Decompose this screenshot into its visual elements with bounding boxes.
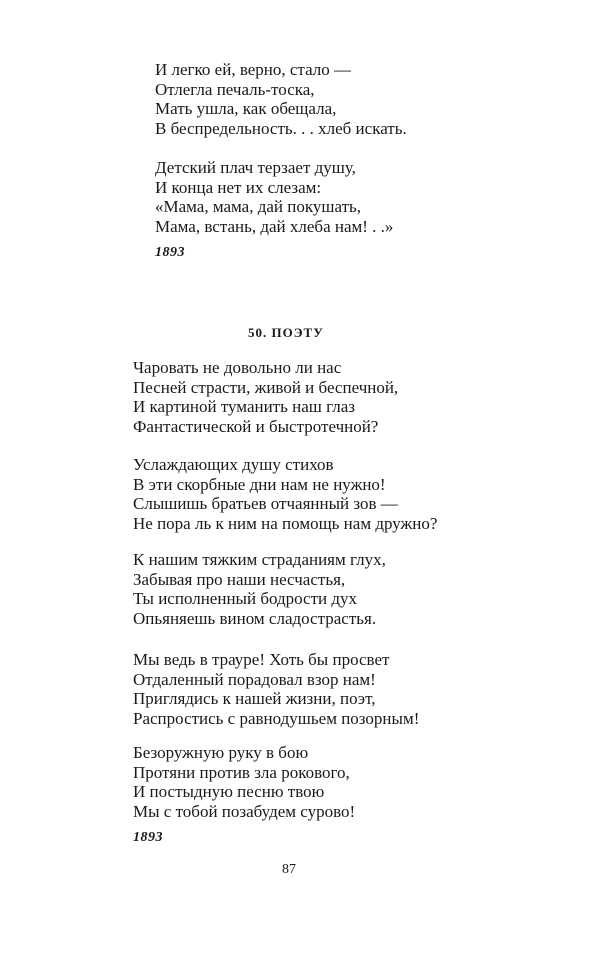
poem2-stanza-3 — [133, 550, 386, 628]
poem-title: 50. ПОЭТУ — [248, 325, 324, 340]
poem-line: И постыдную песню твою — [133, 782, 325, 801]
poem2-date: 1893 — [133, 830, 163, 845]
page-number: 87 — [282, 862, 296, 877]
poem-line: Протяни против зла рокового, — [133, 762, 350, 782]
poem-line: Слышишь братьев отчаянный зов — — [133, 494, 398, 513]
poem-line: Мы с тобой позабудем сурово! — [133, 801, 356, 821]
poem-line: Приглядись к нашей жизни, поэт, — [133, 689, 376, 708]
poem2-stanza-4 — [133, 650, 419, 728]
poem-line: В эти скорбные дни нам не нужно! — [133, 474, 386, 494]
poem-line: «Мама, мама, дай покушать, — [155, 197, 362, 216]
poem-line: Услаждающих душу стихов — [133, 455, 334, 474]
poem-line: И картиной туманить наш глаз — [133, 397, 355, 416]
poem1-date: 1893 — [155, 245, 185, 260]
poem-line: Отдаленный порадовал взор нам! — [133, 669, 376, 689]
poem1-stanza-2 — [155, 158, 393, 236]
poem-line: Отлегла печаль-тоска, — [155, 79, 315, 99]
poem-line: Песней страсти, живой и беспечной, — [133, 377, 399, 397]
poem-line: Распростись с равнодушьем позорным! — [133, 708, 420, 728]
poem-line: Детский плач терзает душу, — [155, 158, 356, 177]
poem-line: Чаровать не довольно ли нас — [133, 358, 342, 377]
poem-line: Опьяняешь вином сладострастья. — [133, 608, 377, 628]
poem-line: Безоружную руку в бою — [133, 743, 309, 762]
poem-line: Фантастической и быстротечной? — [133, 416, 379, 436]
poem-line: И конца нет их слезам: — [155, 177, 322, 197]
poem-line: В беспредельность. . . хлеб искать. — [155, 118, 407, 138]
poem-line: Ты исполненный бодрости дух — [133, 589, 358, 608]
poem-line: Мать ушла, как обещала, — [155, 99, 337, 118]
poem-line: И легко ей, верно, стало — — [155, 60, 351, 79]
poem-line: Не пора ль к ним на помощь нам дружно? — [133, 513, 438, 533]
poem2-stanza-1 — [133, 358, 398, 436]
poem-line: К нашим тяжким страданиям глух, — [133, 550, 386, 569]
poem2-stanza-5 — [133, 743, 355, 821]
poem-line: Забывая про наши несчастья, — [133, 569, 346, 589]
poem-line: Мы ведь в трауре! Хоть бы просвет — [133, 650, 390, 669]
poem1-stanza-1 — [155, 60, 407, 138]
poem-line: Мама, встань, дай хлеба нам! . .» — [155, 216, 394, 236]
poem2-stanza-2 — [133, 455, 437, 533]
